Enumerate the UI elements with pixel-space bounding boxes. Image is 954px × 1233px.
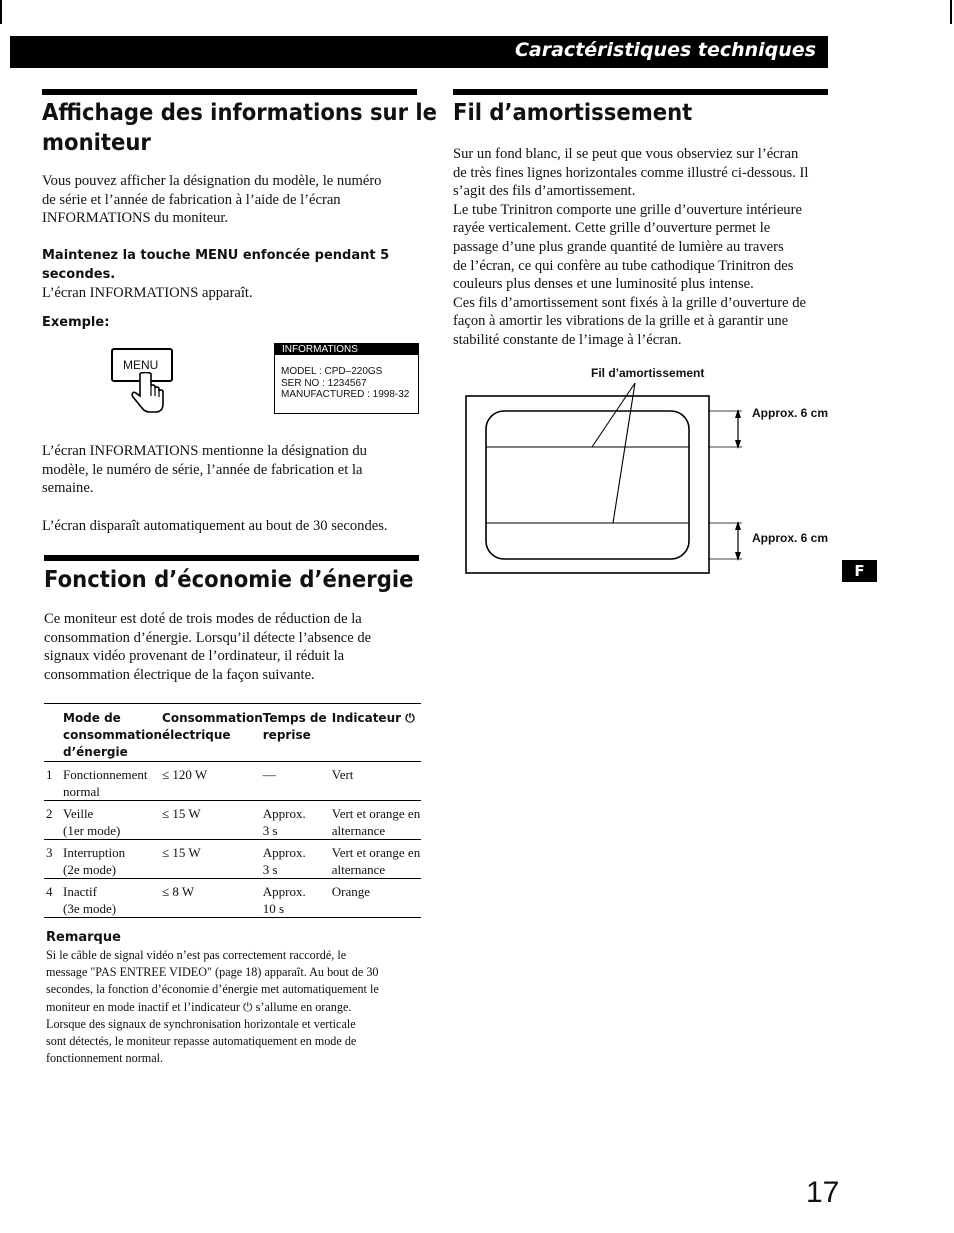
monitor-bezel xyxy=(466,396,709,573)
table-row: 1 Fonctionnement normal ≤ 120 W — Vert xyxy=(44,762,421,801)
table-row: 2 Veille (1er mode) ≤ 15 W Approx. 3 s Vert et orange en alternance xyxy=(44,801,421,840)
power-modes-table xyxy=(44,703,421,918)
heading-info: Affichage des informations sur le moniteur xyxy=(42,100,438,156)
heading-rule xyxy=(42,89,417,95)
table-row: 4 Inactif (3e mode) ≤ 8 W Approx. 10 s Orange xyxy=(44,879,421,918)
heading-energy: Fonction d’économie d’énergie xyxy=(44,567,414,593)
heading-rule xyxy=(44,555,419,561)
note-body: Si le câble de signal vidéo n’est pas correctement raccordé, le message "PAS ENTREE VIDEO" (page 18) apparaît. Au bout de 30 secondes, la fonction d’économie d’énergie met automatiquement le moniteur en mode inactif et l’indicateur ⏻ s’allume en orange. Lorsque des signaux de synchronisation horizontale et verticale sont détectés, le moniteur repasse automatiquement en mode de fonctionnement normal. xyxy=(46,948,379,1066)
scan-edge-mark xyxy=(0,0,2,24)
damper-wire-diagram xyxy=(460,378,760,578)
scan-edge-mark xyxy=(950,0,952,24)
damper-text: Sur un fond blanc, il se peut que vous observiez sur l’écran de très fines lignes horizontales comme illustré ci-dessous. Il s’agit des fils d’amortissement. Le tube Trinitron comporte une grille d’ouverture intérieure rayée verticalement. Cette grille d’ouverture permet le passage d’une plus grande quantité de lumière au travers de l’écran, ce qui confère au tube cathodique Trinitron des couleurs plus denses et une luminosité plus intense. Ces fils d’amortissement sont fixés à la grille d’ouverture de façon à amortir les vibrations de la grille et à garantir une stabilité constante de l’image à l’écran. xyxy=(453,146,809,348)
header-power: Consommation électrique xyxy=(162,711,263,742)
heading-rule xyxy=(453,89,828,95)
note-title: Remarque xyxy=(46,930,121,945)
info-manufactured: MANUFACTURED : 1998-32 xyxy=(281,389,410,400)
leader-line xyxy=(613,383,635,523)
info-intro: Vous pouvez afficher la désignation du modèle, le numéro de série et l’année de fabrication à l’aide de l’écran INFORMATIONS du moniteur. xyxy=(42,173,382,227)
header-recovery: Temps de reprise xyxy=(262,711,327,742)
example-label: Exemple: xyxy=(42,315,110,330)
info-instruction: Maintenez la touche MENU enfoncée pendant 5 secondes. xyxy=(42,248,390,282)
informations-screen xyxy=(274,343,419,414)
section-header-bar xyxy=(10,36,828,68)
heading-damper: Fil d’amortissement xyxy=(453,100,693,126)
header-mode: Mode de consommation d’énergie xyxy=(63,711,163,759)
monitor-screen xyxy=(486,411,689,559)
table-row: 3 Interruption (2e mode) ≤ 15 W Approx. 3 s Vert et orange en alternance xyxy=(44,840,421,879)
info-description: L’écran INFORMATIONS mentionne la désignation du modèle, le numéro de série, l’année de fabrication et la semaine. xyxy=(42,443,367,497)
dimension-label-top: Approx. 6 cm xyxy=(752,406,829,420)
table-header-row xyxy=(44,704,421,762)
info-disappear: L’écran disparaît automatiquement au bout de 30 secondes. xyxy=(42,518,388,534)
diagram-label: Fil d’amortissement xyxy=(591,366,705,380)
dimension-label-bottom: Approx. 6 cm xyxy=(752,531,829,545)
leader-line xyxy=(592,383,635,447)
hand-pointer-icon xyxy=(130,372,170,414)
page-number: 17 xyxy=(806,1176,840,1209)
informations-screen-title: INFORMATIONS xyxy=(275,344,418,355)
energy-intro: Ce moniteur est doté de trois modes de réduction de la consommation d’énergie. Lorsqu’il détecte l’absence de signaux vidéo provenant de l’ordinateur, il réduit la consommation électrique de la façon suivante. xyxy=(44,611,372,683)
section-header-title: Caractéristiques techniques xyxy=(514,39,816,61)
language-tab-f: F xyxy=(842,560,877,582)
menu-button-label: MENU xyxy=(123,358,159,372)
header-indicator: Indicateur ⏻ xyxy=(331,711,415,725)
info-model: MODEL : CPD–220GS xyxy=(281,366,383,377)
info-serial: SER NO : 1234567 xyxy=(281,377,367,389)
info-result: L’écran INFORMATIONS apparaît. xyxy=(42,285,253,301)
